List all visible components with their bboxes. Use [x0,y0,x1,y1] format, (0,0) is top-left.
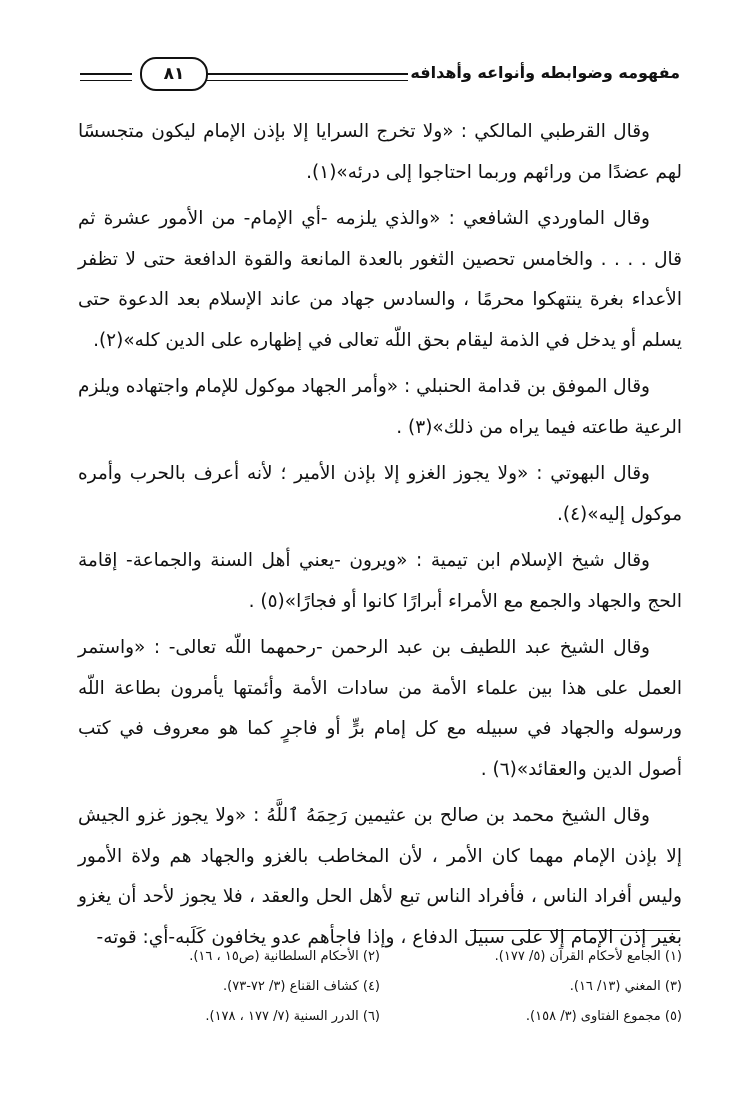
page-header [80,57,680,97]
footnote-3: (٣) المغني (١٣/ ١٦). [569,979,682,994]
footnote-4: (٤) كشاف القناع (٣/ ٧٢-٧٣). [223,979,380,994]
page-number: ٨١ [140,57,208,91]
paragraph-ibn-qudama: وقال الموفق بن قدامة الحنبلي : «وأمر الجهاد موكول للإمام واجتهاده ويلزم الرعية طاعته فيما يراه من ذلك»(٣) . [78,376,682,438]
footnote-row [78,942,682,972]
paragraph-ibn-taymiyya: وقال شيخ الإسلام ابن تيمية : «ويرون -يعني أهل السنة والجماعة- إقامة الحج والجهاد والجمع مع الأمراء أبرارًا كانوا أو فجارًا»(٥) . [78,550,682,612]
header-rule-right [192,73,408,81]
footnote-row [78,972,682,1002]
paragraph-buhuti: وقال البهوتي : «ولا يجوز الغزو إلا بإذن الأمير ؛ لأنه أعرف بالحرب وأمره موكول إليه»(٤). [78,463,682,525]
footnote-row [78,1002,682,1032]
footnote-6: (٦) الدرر السنية (٧/ ١٧٧ ، ١٧٨). [205,1009,380,1024]
footnote-1: (١) الجامع لأحكام القرآن (٥/ ١٧٧). [494,949,682,964]
paragraph-ibn-uthaymin: وقال الشيخ محمد بن صالح بن عثيمين رَحِمَهُ ٱللَّهُ : «ولا يجوز غزو الجيش إلا بإذن الإمام مهما كان الأمر ، لأن المخاطب بالغزو والجهاد هم ولاة الأمور وليس أفراد الناس ، فأفراد الناس تبع لأهل الحل والعقد ، فلا يجوز لأحد أن يغزو بغير إذن الإمام إلا على سبيل الدفاع ، وإذا فاجأهم عدو يخافون كَلَبه-أي: قوته- [78,805,682,948]
footnote-5: (٥) مجموع الفتاوى (٣/ ١٥٨). [525,1009,682,1024]
paragraph-mawardi: وقال الماوردي الشافعي : «والذي يلزمه -أي الإمام- من الأمور عشرة ثم قال . . . . والخامس تحصين الثغور بالعدة المانعة والقوة الدافعة حتى لا تظفر الأعداء بغرة ينتهكوا محرمًا ، والسادس جهاد من عاند الإسلام بعد الدعوة حتى يسلم أو يدخل في الذمة ليقام بحق اللّه تعالى في إظهاره على الدين كله»(٢). [78,208,682,351]
paragraph-abdullatif: وقال الشيخ عبد اللطيف بن عبد الرحمن -رحمهما اللّه تعالى- : «واستمر العمل على هذا بين علماء الأمة من سادات الأمة وأئمتها يأمرون بطاعة اللّه ورسوله والجهاد في سبيله مع كل إمام برٍّ أو فاجرٍ كما هو معروف في كتب أصول الدين والعقائد»(٦) . [78,637,682,780]
footnote-separator [470,930,680,931]
paragraph-qurtubi: وقال القرطبي المالكي : «ولا تخرج السرايا إلا بإذن الإمام ليكون متجسسًا لهم عضدًا من ورائهم وربما احتاجوا إلى درئه»(١). [78,121,682,183]
footnote-2: (٢) الأحكام السلطانية (ص١٥ ، ١٦). [189,949,380,964]
running-title: مفهومه وضوابطه وأنواعه وأهدافه [410,63,680,82]
header-rule-left [80,73,132,81]
main-text [78,112,682,958]
footnotes [78,942,682,1032]
